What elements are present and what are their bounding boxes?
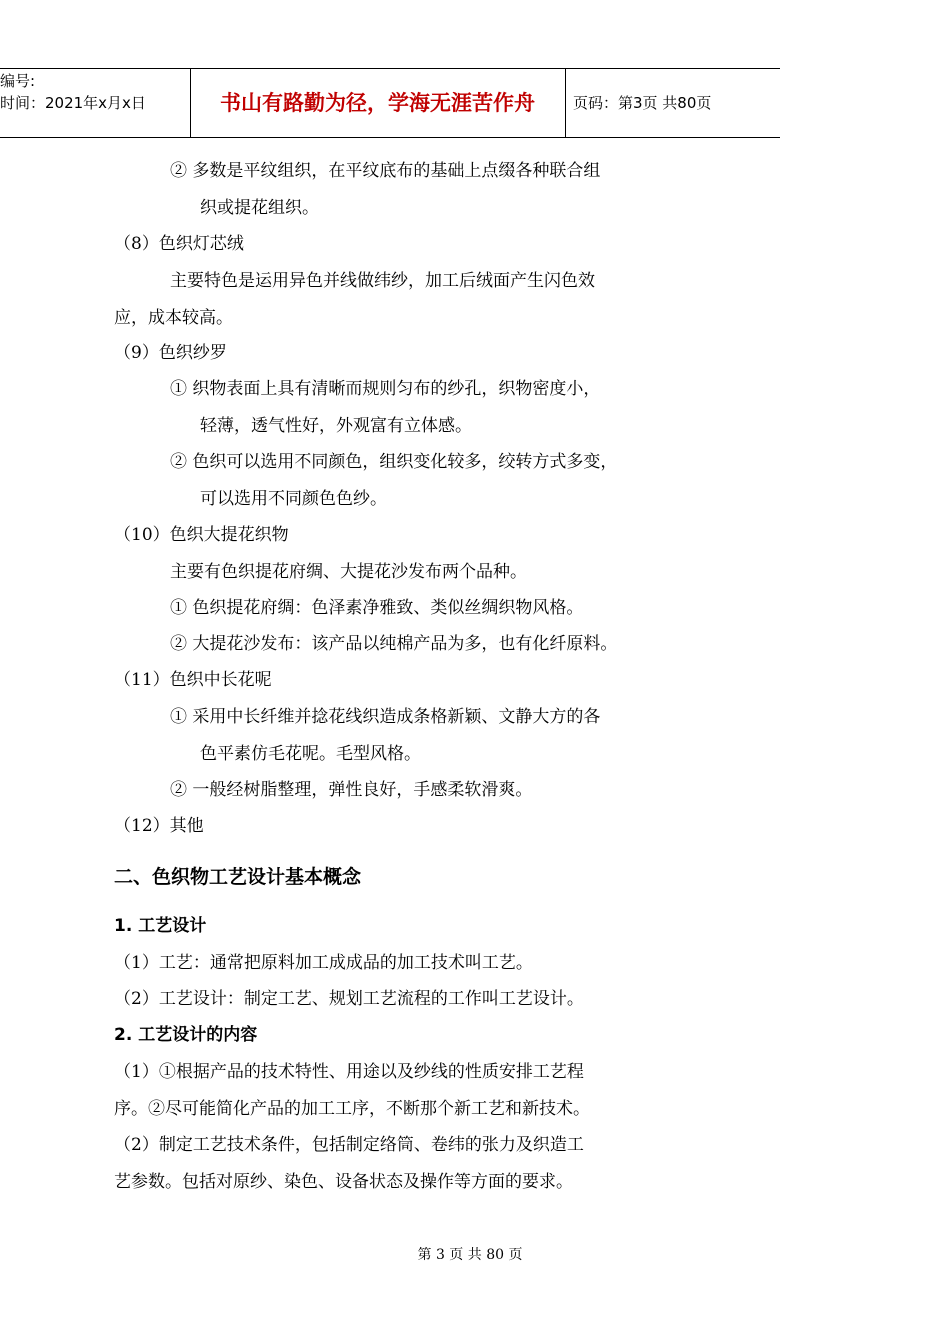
body-line: 可以选用不同颜色色纱。 — [200, 489, 387, 509]
body-line: 主要有色织提花府绸、大提花沙发布两个品种。 — [170, 562, 527, 582]
header-meta — [0, 71, 146, 113]
page-header — [0, 68, 780, 138]
body-line: （1）工艺：通常把原料加工成成品的加工技术叫工艺。 — [114, 953, 533, 973]
body-line: （1）①根据产品的技术特性、用途以及纱线的性质安排工艺程 — [114, 1062, 584, 1082]
body-line: ② 多数是平纹组织，在平纹底布的基础上点缀各种联合组 — [170, 161, 601, 181]
body-line: ① 采用中长纤维并捻花线织造成条格新颖、文静大方的各 — [170, 707, 601, 727]
item-heading-9: （9）色织纱罗 — [114, 343, 227, 363]
body-line: 应，成本较高。 — [114, 308, 233, 328]
section-heading: 二、色织物工艺设计基本概念 — [114, 866, 362, 888]
subsection-heading: 1. 工艺设计 — [114, 916, 207, 936]
body-line: （2）制定工艺技术条件，包括制定络筒、卷纬的张力及织造工 — [114, 1135, 584, 1155]
body-line: 轻薄，透气性好，外观富有立体感。 — [200, 416, 472, 436]
header-divider-right — [565, 69, 566, 137]
item-heading-8: （8）色织灯芯绒 — [114, 234, 244, 254]
item-heading-12: （12）其他 — [114, 816, 204, 836]
subsection-heading: 2. 工艺设计的内容 — [114, 1025, 258, 1045]
body-line: ② 一般经树脂整理，弹性良好，手感柔软滑爽。 — [170, 780, 533, 800]
header-motto: 书山有路勤为径，学海无涯苦作舟 — [220, 91, 535, 115]
body-line: ② 色织可以选用不同颜色，组织变化较多，绞转方式多变， — [170, 452, 618, 472]
body-line: ① 织物表面上具有清晰而规则匀布的纱孔，织物密度小， — [170, 379, 601, 399]
body-line: ① 色织提花府绸：色泽素净雅致、类似丝绸织物风格。 — [170, 598, 584, 618]
item-heading-10: （10）色织大提花织物 — [114, 525, 289, 545]
body-line: 织或提花组织。 — [200, 198, 319, 218]
header-page-code: 页码：第3页 共80页 — [573, 94, 712, 112]
body-line: 序。②尽可能简化产品的加工工序，不断那个新工艺和新技术。 — [114, 1099, 590, 1119]
body-line: ② 大提花沙发布：该产品以纯棉产品为多，也有化纤原料。 — [170, 634, 618, 654]
document-time-label: 时间：2021年x月x日 — [0, 94, 146, 112]
document-number-label: 编号: — [0, 72, 36, 90]
item-heading-11: （11）色织中长花呢 — [114, 670, 272, 690]
body-line: 主要特色是运用异色并线做纬纱，加工后绒面产生闪色效 — [170, 271, 595, 291]
page-footer: 第 3 页 共 80 页 — [417, 1247, 523, 1263]
body-line: 艺参数。包括对原纱、染色、设备状态及操作等方面的要求。 — [114, 1172, 573, 1192]
body-line: 色平素仿毛花呢。毛型风格。 — [200, 744, 421, 764]
body-line: （2）工艺设计：制定工艺、规划工艺流程的工作叫工艺设计。 — [114, 989, 584, 1009]
